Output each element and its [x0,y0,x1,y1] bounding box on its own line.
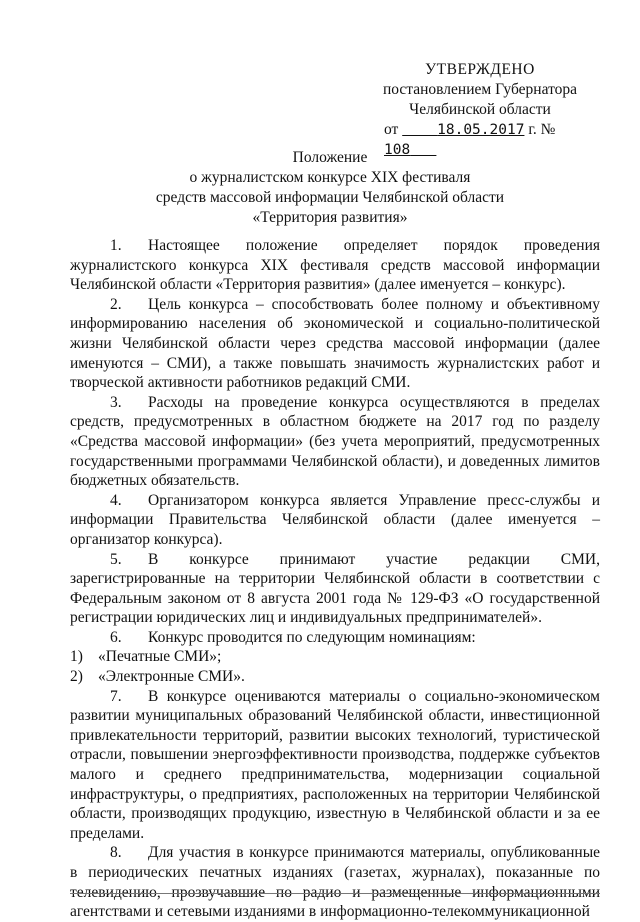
document-body [70,236,600,922]
paragraph: 6. Конкурс проводится по следующим номинациям: [110,628,476,646]
heading-line1: Положение [292,149,368,166]
paragraph: 8. Для участия в конкурсе принимаются материалы, опубликованные в периодических печатных изданиях (газетах, журналах), показанные по телевидению, прозвучавшие по радио и размещенные информационными агентствами и сетевыми изданиями в информационно-телекоммуникационной [70,844,600,921]
paragraph: 4. Организатором конкурса является Управление пресс-службы и информации Правительства Челябинской области (далее именуется – организатор конкурса). [70,491,600,548]
heading-line3: средств массовой информации Челябинской области [155,189,505,206]
approval-title: УТВЕРЖДЕНО [425,61,535,78]
approval-date-suffix: г. № [528,121,556,138]
approval-date: 18.05.2017 [437,122,525,138]
paragraph: 1. Настоящее положение определяет порядок проведения журналистского конкурса XIX фестиваля средств массовой информации Челябинской области «Территория развития» (далее именуется – конкурс). [70,237,600,294]
page-bottom-rule [70,893,600,894]
document-heading [60,148,600,228]
approval-date-prefix: от [384,121,399,138]
paragraph: 5. В конкурсе принимают участие редакции СМИ, зарегистрированные на территории Челябинской области в соответствии с Федеральным законом от 8 августа 2001 года № 129-ФЗ «О государственной регистрации юридических лиц и индивидуальных предпринимателей». [70,550,600,627]
list-item: 1) «Печатные СМИ»; [70,648,222,666]
approval-stamp [360,60,600,160]
paragraph: 7. В конкурсе оцениваются материалы о социально-экономическом развитии муниципальных образований Челябинской области, инвестиционной привлекательности территорий, развитии высоких технологий, туристической отрасли, повышении энергоэффективности производства, поддержке субъектов малого и среднего предпринимательства, модернизации социальной инфраструктуры, о предприятиях, расположенных на территории Челябинской области, производящих продукцию, известную в Челябинской области и за ее пределами. [70,687,600,842]
approval-line1: постановлением Губернатора [382,81,578,98]
list-item: 2) «Электронные СМИ». [70,668,245,686]
approval-number: 108 [384,142,411,158]
paragraph: 2. Цель конкурса – способствовать более полному и объективному информированию населения об экономической и социально-политической жизни Челябинской области через средства массовой информации (далее именуются – СМИ), а также повышать значимость журналистских работ и творческой активности работников редакций СМИ. [70,295,600,392]
approval-line2: Челябинской области [409,101,551,118]
heading-line2: о журналистском конкурсе XIX фестиваля [189,169,471,186]
heading-line4: «Территория развития» [252,209,408,226]
paragraph: 3. Расходы на проведение конкурса осуществляются в пределах средств, предусмотренных в областном бюджете на 2017 год по разделу «Средства массовой информации» (без учета мероприятий, предусмотренных государственными программами Челябинской области), и доведенных лимитов бюджетных обязательств. [70,393,600,490]
